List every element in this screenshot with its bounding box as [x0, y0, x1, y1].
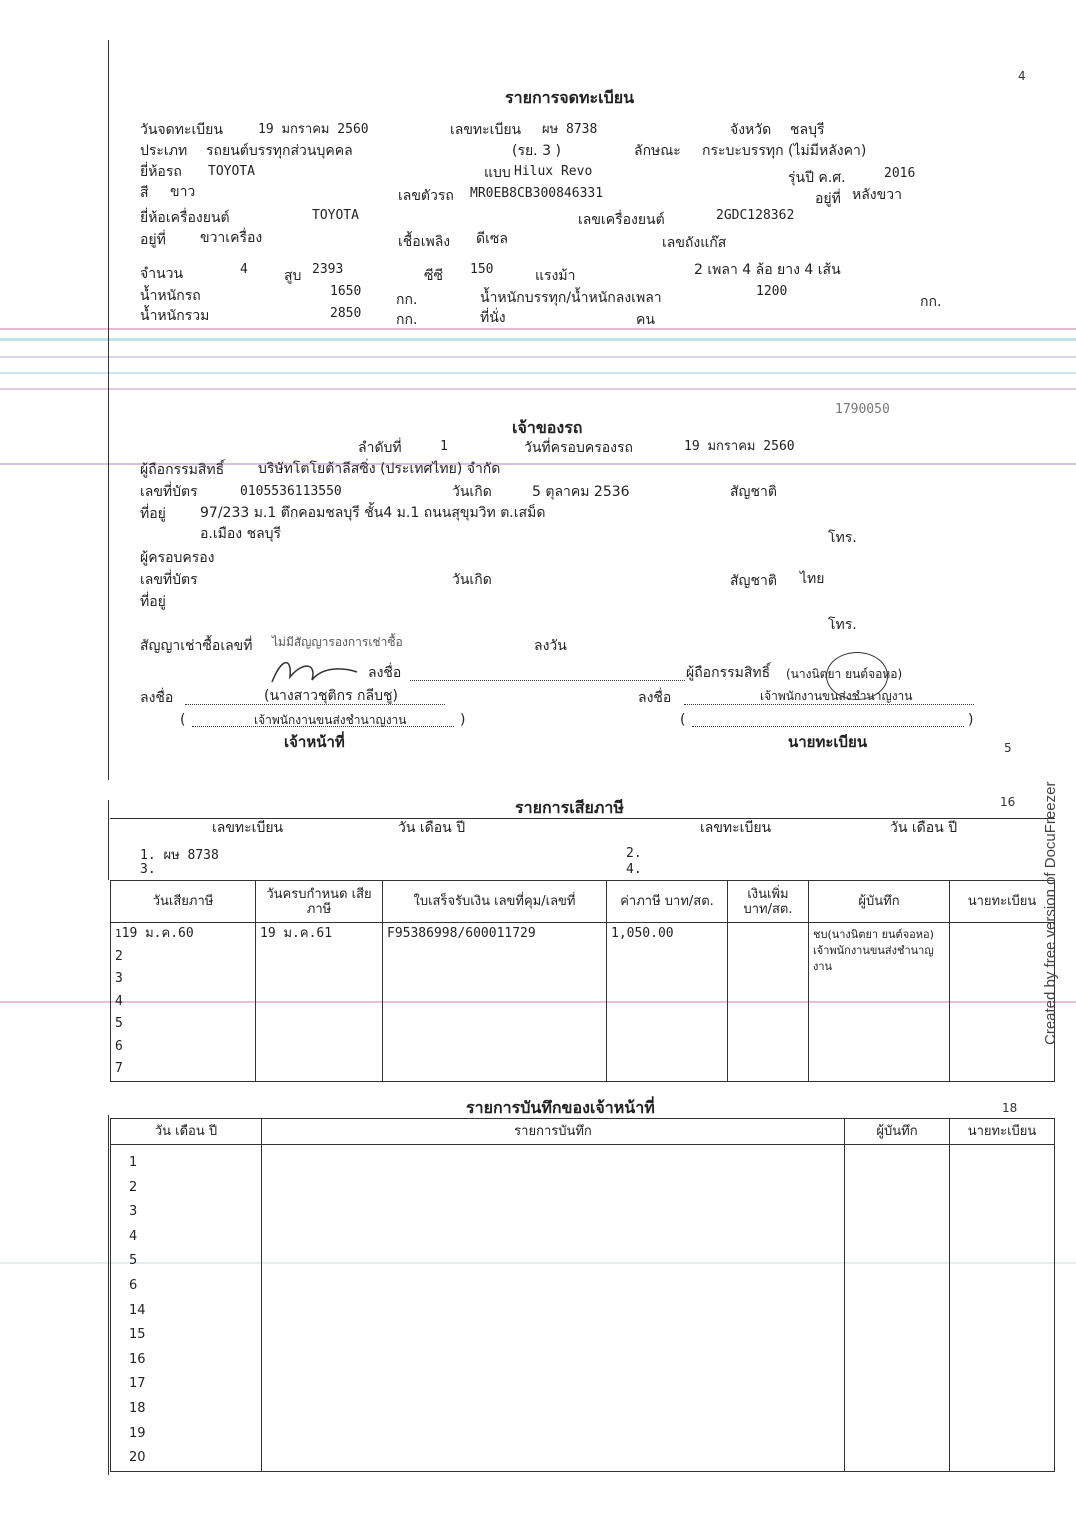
records-table: [110, 1118, 1055, 1472]
row-number: 2: [115, 948, 123, 964]
tel-label: โทร.: [828, 530, 857, 546]
addr1: 97/233 ม.1 ตึกคอมชลบุรี ชั้น4 ม.1 ถนนสุขุมวิท ต.เสม็ด: [200, 505, 546, 521]
possession-date: 19 มกราคม 2560: [684, 439, 795, 454]
tax-date-label: วัน เดือน ปี: [890, 820, 958, 836]
seat-unit: คน: [636, 312, 655, 328]
rec-col-entry: รายการบันทึก: [262, 1119, 845, 1145]
sign-date-label: ลงวัน: [534, 638, 567, 654]
sign-label: ลงชื่อ: [638, 690, 672, 706]
nation2-label: สัญชาติ: [730, 573, 777, 589]
weight-label: น้ำหนักรถ: [140, 288, 201, 304]
scan-streak: [0, 356, 1076, 358]
model-label: แบบ: [484, 165, 511, 181]
page-number: 16: [1000, 795, 1016, 809]
model: Hilux Revo: [514, 164, 593, 179]
sign-label: ลงชื่อ: [140, 690, 174, 706]
recorder: ชบ(นางนิตยา ยนต์จอหอ) เจ้าพนักงานขนส่งชำนาญงาน: [813, 928, 934, 973]
nature: กระบะบรรทุก (ไม่มีหลังคา): [702, 143, 867, 159]
extra-cell: [728, 923, 809, 1082]
hp: 150: [470, 262, 494, 277]
row-number: 5: [129, 1253, 138, 1269]
scan-streak: [0, 372, 1076, 374]
rec-entry-cell: [262, 1145, 845, 1472]
row-number: 16: [129, 1351, 146, 1367]
id-label: เลขที่บัตร: [140, 484, 198, 500]
color-label: สี: [140, 185, 149, 201]
cyl-label: จำนวน: [140, 266, 184, 282]
reg-date-label: วันจดทะเบียน: [140, 122, 223, 138]
amount-cell: [607, 923, 728, 1082]
row-number: 1: [129, 1155, 138, 1170]
row-number: 20: [129, 1450, 146, 1466]
gross-label: น้ำหนักรวม: [140, 308, 210, 324]
paren: ): [460, 712, 466, 728]
addr-label: ที่อยู่: [140, 506, 166, 522]
addr2: อ.เมือง ชลบุรี: [200, 526, 282, 542]
margin-line: [108, 1115, 109, 1475]
row-number: 2: [129, 1179, 138, 1195]
row-number: 3: [129, 1204, 138, 1220]
recorder-cell: [809, 923, 950, 1082]
load: 1200: [756, 284, 788, 299]
row-number: 1: [115, 927, 122, 940]
col-receipt: ใบเสร็จรับเงิน เลขที่คุม/เลขที่: [383, 881, 607, 923]
col-due-date: วันครบกำหนด เสียภาษี: [256, 881, 383, 923]
reg-date: 19 มกราคม 2560: [258, 122, 369, 137]
brand: TOYOTA: [208, 164, 255, 179]
engine-brand-label: ยี่ห้อเครื่องยนต์: [140, 210, 230, 226]
plate: ผษ 8738: [542, 122, 598, 137]
sign-dotline: [410, 680, 685, 682]
gross-unit: กก.: [396, 312, 418, 328]
chassis: MR0EB8CB300846331: [470, 186, 604, 201]
tax-plate-3: 3.: [140, 862, 156, 877]
weight-unit: กก.: [396, 292, 418, 308]
col-extra: เงินเพิ่ม บาท/สต.: [728, 881, 809, 923]
tax-top-rule: [110, 818, 1055, 819]
owner-label: ผู้ถือกรรมสิทธิ์: [140, 462, 225, 478]
cyl-unit: สูบ: [284, 268, 302, 284]
sign-owner-role: ผู้ถือกรรมสิทธิ์: [686, 665, 771, 681]
tax-plate-1: 1. ผษ 8738: [140, 848, 219, 863]
year: 2016: [884, 166, 916, 181]
col-amount: ค่าภาษี บาท/สต.: [607, 881, 728, 923]
scan-streak: [0, 328, 1076, 330]
type-code: (รย. 3 ): [512, 143, 561, 159]
sign-dotline: [185, 704, 445, 706]
margin-line: [108, 40, 109, 780]
engine-loc: ขวาเครื่อง: [200, 230, 263, 246]
tel2-label: โทร.: [828, 617, 857, 633]
officer-role: เจ้าหน้าที่: [284, 733, 345, 751]
page-number: 4: [1018, 69, 1026, 83]
registrar-name: (นางนิตยา ยนต์จอหอ): [786, 667, 903, 681]
rec-recorder-cell: [845, 1145, 950, 1472]
chassis-label: เลขตัวรถ: [398, 188, 454, 204]
paren: (: [180, 712, 186, 728]
color: ขาว: [170, 184, 196, 200]
col-paid-date: วันเสียภาษี: [111, 881, 256, 923]
amount: 1,050.00: [611, 926, 674, 941]
row-number: 6: [115, 1038, 123, 1054]
row-number: 15: [129, 1327, 146, 1343]
lease-label: สัญญาเช่าซื้อเลขที่: [140, 638, 253, 654]
province: ชลบุรี: [790, 122, 825, 138]
owner-name: บริษัทโตโยต้าลีสซิ่ง (ประเทศไทย) จำกัด: [258, 461, 501, 477]
axle: 2 เพลา 4 ล้อ ยาง 4 เส้น: [694, 262, 841, 278]
paid-date: 19 ม.ค.60: [121, 926, 194, 941]
location: หลังขวา: [852, 187, 902, 203]
registrar-cell: [950, 923, 1055, 1082]
sign-label: ลงชื่อ: [368, 665, 402, 681]
engine-brand: TOYOTA: [312, 208, 359, 223]
registrar-role: นายทะเบียน: [788, 733, 868, 751]
weight: 1650: [330, 284, 362, 299]
rec-col-date: วัน เดือน ปี: [111, 1119, 262, 1145]
receipt: F95386998/600011729: [387, 926, 536, 941]
tax-date-label: วัน เดือน ปี: [398, 820, 466, 836]
registration-title: รายการจดทะเบียน: [505, 88, 635, 107]
scan-streak: [0, 338, 1076, 341]
row-number: 6: [129, 1277, 138, 1293]
tax-plate-2: 2.: [626, 846, 642, 861]
engine-loc-label: อยู่ที่: [140, 232, 166, 248]
type-label: ประเภท: [140, 143, 188, 159]
cylinders: 4: [240, 262, 248, 277]
id2-label: เลขที่บัตร: [140, 572, 198, 588]
seat-label: ที่นั่ง: [480, 310, 506, 326]
sign-dotline: [192, 726, 454, 728]
faded-number: 1790050: [835, 402, 890, 417]
sign-dotline: [692, 726, 964, 728]
location-label: อยู่ที่: [815, 191, 841, 207]
paren: ): [968, 712, 974, 728]
row-number: 7: [115, 1061, 123, 1076]
fuel-label: เชื้อเพลิง: [398, 234, 451, 250]
scan-streak: [0, 388, 1076, 390]
engine-no-label: เลขเครื่องยนต์: [578, 212, 665, 228]
tax-table: [110, 880, 1055, 1082]
row-number: 3: [115, 971, 123, 986]
rec-col-recorder: ผู้บันทึก: [845, 1119, 950, 1145]
records-title: รายการบันทึกของเจ้าหน้าที่: [466, 1098, 655, 1117]
birth-label: วันเกิด: [452, 484, 492, 500]
sign-dotline: [684, 704, 974, 706]
holder-label: ผู้ครอบครอง: [140, 550, 215, 566]
id-no: 0105536113550: [240, 484, 342, 499]
year-label: รุ่นปี ค.ศ.: [788, 170, 846, 186]
officer-title: เจ้าพนักงานขนส่งชำนาญงาน: [254, 713, 407, 727]
tax-plate-label: เลขทะเบียน: [700, 820, 772, 836]
addr2-label: ที่อยู่: [140, 594, 166, 610]
row-number: 5: [115, 1016, 123, 1031]
officer-signature-icon: [262, 652, 372, 692]
paid-date-cell: [111, 923, 256, 1082]
cc-label: ซีซี: [424, 268, 444, 284]
gross: 2850: [330, 306, 362, 321]
watermark: Created by free version of DocuFreezer: [1042, 781, 1059, 1045]
rec-col-registrar: นายทะเบียน: [950, 1119, 1055, 1145]
col-registrar: นายทะเบียน: [950, 881, 1055, 923]
lease-value: ไม่มีสัญญารองการเช่าซื้อ: [272, 635, 403, 649]
load-label: น้ำหนักบรรทุก/น้ำหนักลงเพลา: [480, 290, 662, 306]
nation-label: สัญชาติ: [730, 484, 777, 500]
birth: 5 ตุลาคม 2536: [532, 484, 630, 500]
brand-label: ยี่ห้อรถ: [140, 164, 182, 180]
registrar-title: เจ้าพนักงานขนส่งชำนาญงาน: [760, 689, 913, 703]
registrar-stamp-icon: [826, 652, 888, 700]
row-number: 18: [129, 1400, 146, 1416]
row-number: 19: [129, 1425, 146, 1441]
possession-label: วันที่ครอบครองรถ: [524, 440, 633, 456]
row-number: 4: [129, 1228, 138, 1244]
cc: 2393: [312, 262, 344, 277]
page-number: 5: [1004, 741, 1012, 755]
due-date-cell: [256, 923, 383, 1082]
fuel: ดีเซล: [476, 231, 508, 247]
due-date: 19 ม.ค.61: [260, 926, 333, 941]
col-recorder: ผู้บันทึก: [809, 881, 950, 923]
tax-plate-4: 4.: [626, 862, 642, 877]
rec-registrar-cell: [950, 1145, 1055, 1472]
page-number: 18: [1002, 1101, 1018, 1115]
owner-title: เจ้าของรถ: [512, 418, 583, 437]
gas-tank-label: เลขถังแก๊ส: [662, 235, 727, 251]
tax-plate-label: เลขทะเบียน: [212, 820, 284, 836]
tax-margin-line: [108, 800, 109, 880]
officer-name: (นางสาวชุติกร กลีบชู): [264, 688, 398, 704]
paren: (: [680, 712, 686, 728]
receipt-cell: [383, 923, 607, 1082]
row-number: 14: [129, 1302, 146, 1318]
tax-title: รายการเสียภาษี: [515, 798, 624, 817]
row-number: 17: [129, 1376, 146, 1392]
seq-label: ลำดับที่: [358, 440, 402, 456]
load-unit: กก.: [920, 294, 942, 310]
nation2: ไทย: [800, 571, 825, 587]
rec-date-cell: [111, 1145, 262, 1472]
seq: 1: [440, 439, 448, 454]
plate-label: เลขทะเบียน: [450, 122, 522, 138]
province-label: จังหวัด: [730, 122, 772, 138]
birth2-label: วันเกิด: [452, 572, 492, 588]
type: รถยนต์บรรทุกส่วนบุคคล: [206, 143, 353, 159]
nature-label: ลักษณะ: [634, 143, 681, 159]
engine-no: 2GDC128362: [716, 208, 795, 223]
row-number: 4: [115, 993, 123, 1009]
hp-label: แรงม้า: [535, 268, 576, 284]
